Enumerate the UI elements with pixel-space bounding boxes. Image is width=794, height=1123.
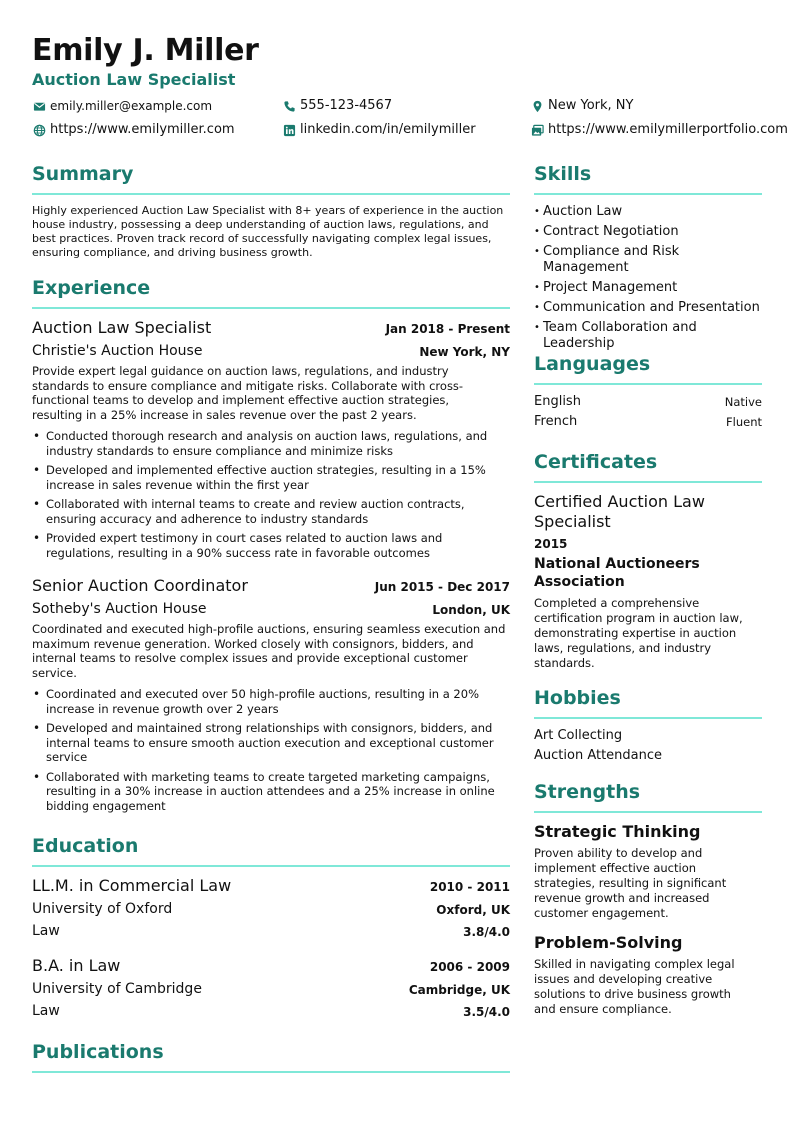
job-bullets bbox=[32, 429, 502, 565]
edu-school: University of Oxford bbox=[32, 901, 173, 917]
language-name: French bbox=[534, 414, 578, 429]
linkedin-icon bbox=[282, 123, 296, 137]
skill-item: • Team Collaboration and Leadership bbox=[534, 320, 704, 352]
strength-description: Skilled in navigating complex legal issues and developing creative solutions to drive business growth and ensure compliance. bbox=[534, 957, 735, 1016]
job-location: London, UK bbox=[432, 603, 510, 617]
publications-heading: Publications bbox=[32, 1041, 164, 1063]
certificate-year: 2015 bbox=[534, 537, 568, 551]
job-dates: Jun 2015 - Dec 2017 bbox=[374, 580, 510, 594]
skill-item: • Project Management bbox=[534, 280, 764, 296]
languages-divider bbox=[534, 383, 762, 385]
job-bullet: • Collaborated with internal teams to create and review auction contracts, ensuring accuracy and adherence to industry standards bbox=[32, 497, 502, 526]
job-bullet: • Developed and implemented effective auction strategies, resulting in a 15% increase in sales revenue within the first year bbox=[32, 463, 502, 492]
summary-heading: Summary bbox=[32, 163, 134, 185]
skill-item: • Auction Law bbox=[534, 204, 764, 220]
edu-degree: LL.M. in Commercial Law bbox=[32, 876, 232, 895]
contact-linkedin[interactable] bbox=[282, 122, 476, 138]
languages-heading: Languages bbox=[534, 353, 651, 375]
job-bullet: • Provided expert testimony in court cases related to auction laws and regulations, resulting in a 90% success rate in favorable outcomes bbox=[32, 531, 502, 560]
language-row bbox=[534, 414, 762, 430]
hobby-item: Art Collecting bbox=[534, 728, 623, 743]
edu-dates: 2010 - 2011 bbox=[429, 880, 510, 894]
education-heading: Education bbox=[32, 835, 139, 857]
contact-website[interactable] bbox=[32, 122, 235, 138]
language-name: English bbox=[534, 394, 581, 409]
contact-location bbox=[530, 98, 633, 114]
contact-portfolio-text: https://www.emilymillerportfolio.com bbox=[548, 122, 788, 137]
hobbies-heading: Hobbies bbox=[534, 687, 621, 709]
certificate-issuer: National Auctioneers Association bbox=[534, 556, 700, 590]
contact-website-text: https://www.emilymiller.com bbox=[50, 122, 235, 137]
job-company: Sotheby's Auction House bbox=[32, 601, 207, 617]
contact-linkedin-text: linkedin.com/in/emilymiller bbox=[300, 122, 476, 137]
phone-icon bbox=[282, 99, 296, 113]
language-row bbox=[534, 394, 762, 410]
edu-gpa: 3.5/4.0 bbox=[463, 1005, 510, 1019]
certificate-name: Certified Auction Law Specialist bbox=[534, 492, 705, 531]
contact-email-text: emily.miller@example.com bbox=[50, 99, 213, 113]
contact-portfolio[interactable] bbox=[530, 122, 788, 138]
strengths-heading: Strengths bbox=[534, 781, 641, 803]
strength-description: Proven ability to develop and implement effective auction strategies, resulting in significant revenue growth and increased customer engagement. bbox=[534, 846, 727, 920]
image-icon bbox=[530, 123, 544, 137]
hobby-item: Auction Attendance bbox=[534, 748, 663, 763]
job-bullet: • Developed and maintained strong relationships with consignors, bidders, and internal teams to ensure smooth auction execution and exceptional customer service bbox=[32, 721, 502, 765]
edu-dates: 2006 - 2009 bbox=[429, 960, 510, 974]
strength-name: Problem-Solving bbox=[534, 933, 683, 952]
job-bullets bbox=[32, 687, 502, 818]
hobbies-divider bbox=[534, 717, 762, 719]
job-bullet: • Coordinated and executed over 50 high-profile auctions, resulting in a 20% increase in revenue growth over 2 years bbox=[32, 687, 502, 716]
contact-location-text: New York, NY bbox=[548, 98, 634, 113]
skill-item: • Compliance and Risk Management bbox=[534, 244, 764, 276]
envelope-icon bbox=[32, 99, 46, 113]
edu-gpa: 3.8/4.0 bbox=[463, 925, 510, 939]
job-company: Christie's Auction House bbox=[32, 343, 203, 359]
skills-divider bbox=[534, 193, 762, 195]
job-dates: Jan 2018 - Present bbox=[385, 322, 510, 336]
education-divider bbox=[32, 865, 510, 867]
certificate-description: Completed a comprehensive certification program in auction law, demonstrating expertise in auction laws, regulations, and industry standards. bbox=[534, 596, 743, 670]
skills-list bbox=[534, 204, 764, 356]
job-description: Provide expert legal guidance on auction laws, regulations, and industry standards to ensure compliance and mitigate risks. Collaborate with cross-functional teams to develop and implement effective auction strategies, resulting in a 25% increase in sales revenue over the past 2 years. bbox=[32, 364, 464, 422]
publications-divider bbox=[32, 1071, 510, 1073]
edu-field: Law bbox=[32, 1003, 60, 1019]
experience-heading: Experience bbox=[32, 277, 151, 299]
candidate-headline: Auction Law Specialist bbox=[32, 70, 236, 89]
edu-location: Oxford, UK bbox=[436, 903, 510, 917]
strengths-divider bbox=[534, 811, 762, 813]
edu-field: Law bbox=[32, 923, 60, 939]
edu-location: Cambridge, UK bbox=[408, 983, 510, 997]
globe-icon bbox=[32, 123, 46, 137]
skills-heading: Skills bbox=[534, 163, 592, 185]
skill-item: • Contract Negotiation bbox=[534, 224, 764, 240]
strength-name: Strategic Thinking bbox=[534, 822, 701, 841]
summary-divider bbox=[32, 193, 510, 195]
map-pin-icon bbox=[530, 99, 544, 113]
edu-degree: B.A. in Law bbox=[32, 956, 121, 975]
language-level: Native bbox=[724, 395, 762, 409]
certificates-heading: Certificates bbox=[534, 451, 658, 473]
contact-phone-text: 555-123-4567 bbox=[300, 98, 393, 113]
job-role: Auction Law Specialist bbox=[32, 318, 212, 337]
language-level: Fluent bbox=[726, 415, 762, 429]
job-bullet: • Conducted thorough research and analysis on auction laws, regulations, and industry standards to ensure compliance and minimize risks bbox=[32, 429, 502, 458]
summary-text: Highly experienced Auction Law Specialist with 8+ years of experience in the auction house industry, possessing a deep understanding of auction laws, regulations, and best practices. Proven track record of successfully navigating complex legal issues, ensuring compliance, and driving business growth. bbox=[32, 204, 504, 259]
contact-email[interactable] bbox=[32, 98, 212, 114]
skill-item: • Communication and Presentation bbox=[534, 300, 764, 316]
job-description: Coordinated and executed high-profile auctions, ensuring seamless execution and maximum revenue generation. Worked closely with consignors, bidders, and internal teams to resolve complex issues and provide exceptional customer service. bbox=[32, 622, 506, 680]
job-bullet: • Collaborated with marketing teams to create targeted marketing campaigns, resulting in a 30% increase in auction attendees and a 25% increase in online bidding engagement bbox=[32, 770, 502, 814]
certificates-divider bbox=[534, 481, 762, 483]
contact-phone[interactable] bbox=[282, 98, 392, 114]
job-location: New York, NY bbox=[419, 345, 510, 359]
edu-school: University of Cambridge bbox=[32, 981, 202, 997]
experience-divider bbox=[32, 307, 510, 309]
job-role: Senior Auction Coordinator bbox=[32, 576, 248, 595]
candidate-name: Emily J. Miller bbox=[32, 33, 259, 68]
